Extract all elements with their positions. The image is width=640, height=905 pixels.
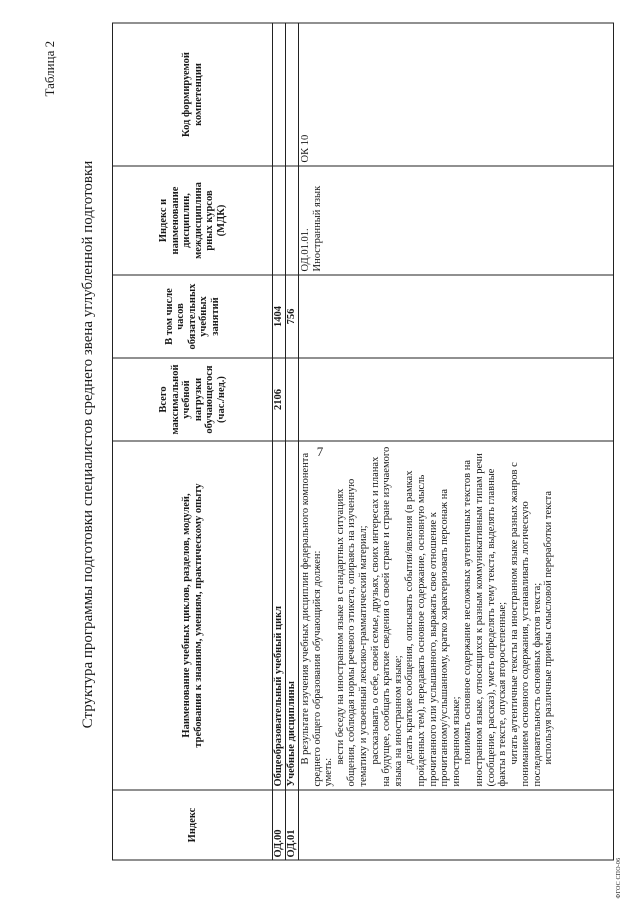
row-mandatory: 1404 — [273, 306, 284, 327]
header-competence: Код формируемой компетенции — [181, 52, 204, 137]
requirements-text — [300, 445, 612, 787]
requirements-paragraph: делать краткие сообщения, описывать события/явления (в рамках пройденных тем), передавать основное содержание, основную мысль прочитанного или услышанного, выражать свое отношение к прочитанному/услышанному, кратко характеризовать персонаж на иностранном языке; — [404, 470, 462, 787]
structure-table — [112, 23, 614, 861]
header-name: Наименование учебных циклов, разделов, модулей, требования к знаниям, умениям, практическому опыту — [181, 483, 204, 748]
page-number: 7 — [316, 444, 324, 459]
header-total: Всего максимальной учебной нагрузки обучающегося (час./нед.) — [158, 364, 227, 435]
row-name: Учебные дисциплины — [286, 681, 297, 787]
row-index: ОД.00 — [273, 829, 284, 858]
row-index: ОД.01 — [286, 829, 297, 858]
header-mandatory: В том числе часов обязательных учебных занятий — [163, 283, 221, 350]
requirements-paragraph: читать аутентичные тексты на иностранном языке разных жанров с пониманием основного содержания, устанавливать логическую последовательность основных фактов текста; — [508, 462, 543, 787]
header-index: Индекс — [186, 807, 198, 843]
row-name: Общеобразовательный учебный цикл — [273, 605, 284, 787]
requirements-paragraph: вести беседу на иностранном языке в стандартных ситуациях общения, соблюдая нормы речевого этикета, опираясь на изученную тематику и усвоенный лексико-грамматический материал; — [334, 478, 369, 787]
footer-code: ФГОС СПО-06 — [616, 857, 622, 899]
requirements-paragraph: В результате изучения учебных дисциплин федерального компонента среднего общего образования обучающийся должен: — [300, 452, 323, 787]
table-label: Таблица 2 — [42, 40, 57, 97]
table-title: Структура программы подготовки специалистов среднего звена углубленной подготовки — [80, 160, 96, 729]
table-border-bottom — [613, 23, 614, 861]
row-mandatory: 756 — [286, 308, 297, 325]
discipline-name: ОД.01.01. Иностранный язык — [300, 185, 323, 272]
requirements-paragraph: используя различные приемы смысловой переработки текста — [543, 490, 555, 765]
requirements-paragraph: понимать основное содержание несложных аутентичных текстов на иностранном языке, относящихся к разным коммуникативным типам речи (сообщение, рассказ), уметь определять тему текста, выделять главные факты в тексте, опуская второстепенные; — [462, 453, 509, 787]
row-divider — [298, 23, 299, 861]
requirements-paragraph: уметь: — [323, 757, 335, 787]
header-discipline: Индекс и наименование дисциплин, междисциплина рных курсов (МДК) — [158, 182, 227, 259]
competence-code: ОК 10 — [300, 134, 311, 163]
requirements-paragraph: рассказывать о себе, своей семье, друзьях, своих интересах и планах на будущее, сообщать краткие сведения о своей стране и стране изучаемого языка на иностранном языке; — [369, 446, 404, 787]
row-total: 2106 — [273, 389, 284, 410]
table-border-left — [112, 860, 614, 861]
row-total — [286, 359, 298, 441]
